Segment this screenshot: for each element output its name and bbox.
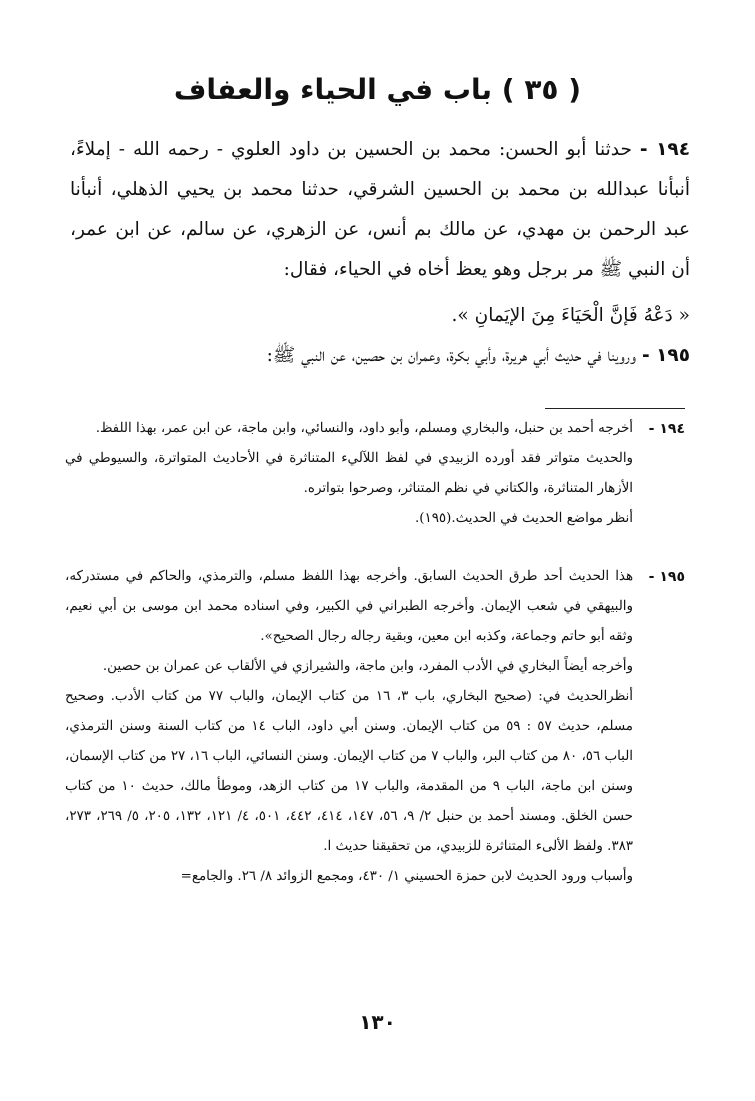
page-number: ١٣٠ xyxy=(359,1010,396,1034)
footnote-195-line: أنظرالحديث في: (صحيح البخاري، باب ٣، ١٦ من كتاب الإيمان، والباب ٧٧ من كتاب الأدب. وصحيح مسلم، حديث ٥٧ : ٥٩ من كتاب الإيمان. وسنن أبي داود، الباب ١٤ من كتاب السنة وسنن الترمذي، الباب ٥٦، ٨٠ من كتاب البر، والباب ٧ من كتاب الإيمان. وسنن النسائي، الباب ١٦، ٢٧ من كتاب الإسمان، وسنن ابن ماجة، الباب ٩ من المقدمة، والباب ١٧ من كتاب الزهد، وموطأ مالك، حديث ١٠ من كتاب حسن الخلق. ومسند أحمد بن حنبل ٢/ ٩، ٥٦، ١٤٧، ٤١٤، ٤٤٢، ٥٠١، ٤/ ١٢١، ١٣٢، ٢٠٥، ٥/ ٢٦٩، ٢٧٣، ٣٨٣. ولفظ الألىء المتناثرة للزبيدي، من تحقيقنا حديث ا. xyxy=(65,689,634,854)
footnote-number-194: ١٩٤ - xyxy=(648,421,685,437)
footnote-195-line: هذا الحديث أحد طرق الحديث السابق. وأخرجه بهذا اللفظ مسلم، والترمذي، والحاكم في مستدركه، والبيهقي في شعب الإيمان. وأخرجه الطبراني في الكبير، وفي اسناده محمد ابن موسى بن أبي نعيم، وثقه أبو حاتم وجماعة، وكذبه ابن معين، وبقية رجاله رجال الصحيح». xyxy=(65,569,633,644)
main-text xyxy=(70,130,690,376)
footnote-194-line: أنظر مواضع الحديث في الحديث.(١٩٥). xyxy=(415,511,633,526)
hadith-194-text: حدثنا أبو الحسن: محمد بن الحسين بن داود العلوي - رحمه الله - إملاءً، أنبأنا عبدالله بن محمد بن الحسين الشرقي، حدثنا محمد بن يحيي الذهلي، أنبأنا عبد الرحمن بن مهدي، عن مالك بم أنس، عن الزهري، عن سالم، عن ابن عمر، أن النبي ﷺ مر برجل وهو يعظ أخاه في الحياء، فقال: xyxy=(70,139,690,280)
chapter-title: ( ٣٥ ) باب في الحياء والعفاف xyxy=(173,73,582,106)
hadith-194 xyxy=(70,130,690,290)
footnote-194-line: أخرجه أحمد بن حنبل، والبخاري ومسلم، وأبو داود، والنسائي، وابن ماجة، عن ابن عمر، بهذا اللفظ. xyxy=(95,421,633,436)
footnote-195 xyxy=(65,562,685,892)
footnote-divider xyxy=(545,408,685,409)
footnote-195-line: وأسباب ورود الحديث لابن حمزة الحسيني ١/ ٤٣٠، ومجمع الزوائد ٨/ ٢٦. والجامع= xyxy=(180,869,633,884)
footnote-194 xyxy=(65,414,685,534)
footnote-195-line: وأخرجه أيضاً البخاري في الأدب المفرد، وابن ماجة، والشيرازي في الألقاب عن عمران بن حصين. xyxy=(102,659,633,674)
hadith-number-195: ١٩٥ - xyxy=(642,345,690,366)
footnote-number-195: ١٩٥ - xyxy=(648,569,685,585)
hadith-194-quote: « دَعْهُ فَإنَّ الْحَيَاءَ مِنَ الإيَمانِ ». xyxy=(451,305,690,326)
hadith-195 xyxy=(70,336,690,376)
hadith-195-text: وروينا في حديث أبي هريرة، وأبي بكرة، وعمران بن حصين، عن النبي ﷺ: xyxy=(266,345,637,366)
hadith-number-194: ١٩٤ - xyxy=(639,139,690,160)
footnote-194-line: والحديث متواتر فقد أورده الزبيدي في لفظ اللآليء المتناثرة في الأحاديث المتواترة، والسيوطي في الأزهار المتناثرة، والكتاني في نظم المتناثر، وصرحوا بتواتره. xyxy=(65,451,633,496)
